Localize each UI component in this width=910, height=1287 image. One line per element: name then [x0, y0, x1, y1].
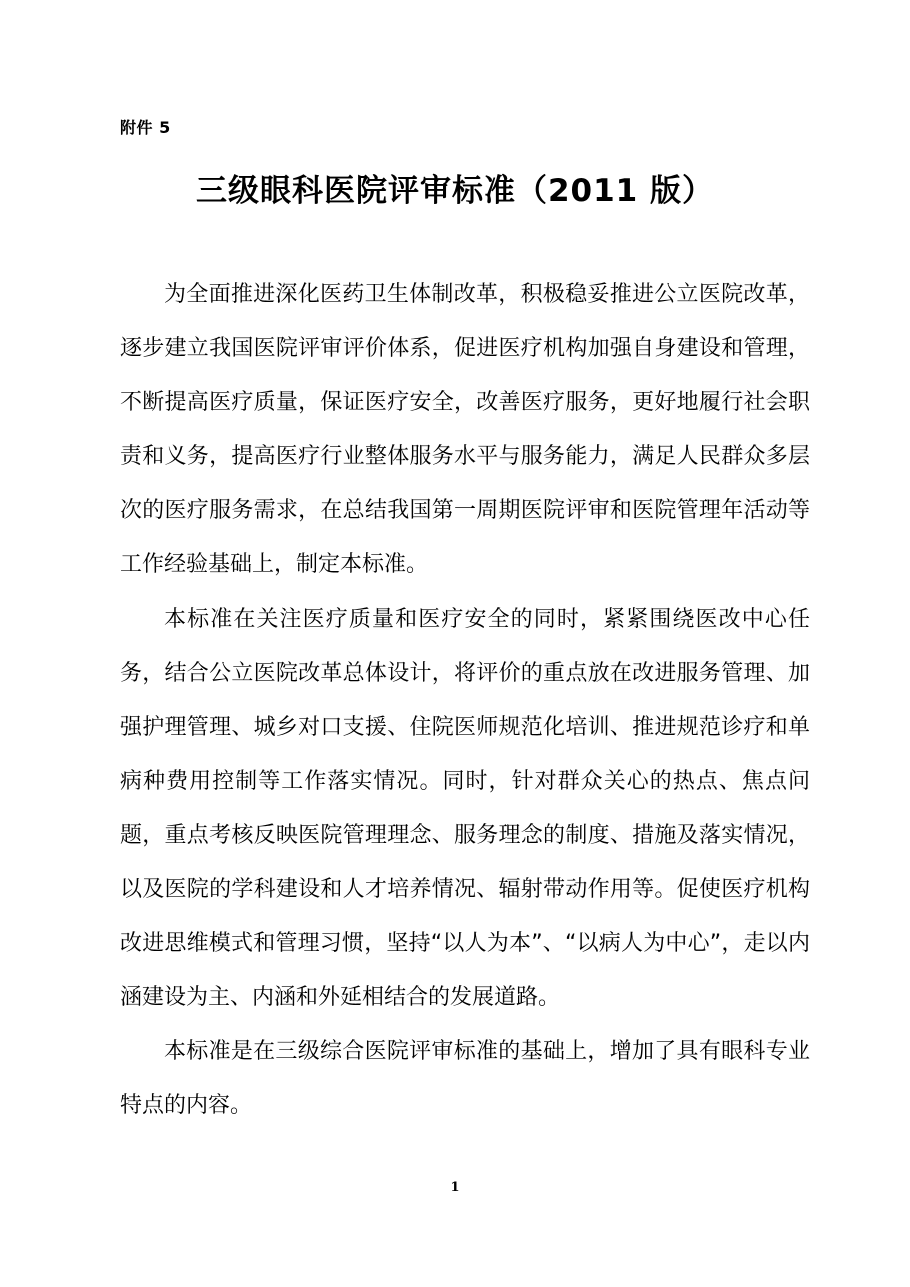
page-number: 1 — [450, 1180, 460, 1195]
paragraph-focus: 本标准在关注医疗质量和医疗安全的同时，紧紧围绕医改中心任务，结合公立医院改革总体设计，将评价的重点放在改进服务管理、加强护理管理、城乡对口支援、住院医师规范化培训、推进规范诊疗和单病种费用控制等工作落实情况。同时，针对群众关心的热点、焦点问题，重点考核反映医院管理理念、服务理念的制度、措施及落实情况，以及医院的学科建设和人才培养情况、辐射带动作用等。促使医疗机构改进思维模式和管理习惯，坚持“以人为本”、“以病人为中心”，走以内涵建设为主、内涵和外延相结合的发展道路。 — [120, 606, 810, 1011]
document-body — [120, 268, 810, 1134]
paragraph-intro: 为全面推进深化医药卫生体制改革，积极稳妥推进公立医院改革，逐步建立我国医院评审评价体系，促进医疗机构加强自身建设和管理，不断提高医疗质量，保证医疗安全，改善医疗服务，更好地履行社会职责和义务，提高医疗行业整体服务水平与服务能力，满足人民群众多层次的医疗服务需求，在总结我国第一周期医院评审和医院管理年活动等工作经验基础上，制定本标准。 — [120, 282, 810, 578]
document-title: 三级眼科医院评审标准（2011 版） — [195, 173, 715, 209]
paragraph-basis: 本标准是在三级综合医院评审标准的基础上，增加了具有眼科专业特点的内容。 — [120, 1039, 810, 1119]
attachment-label: 附件 5 — [120, 118, 171, 137]
